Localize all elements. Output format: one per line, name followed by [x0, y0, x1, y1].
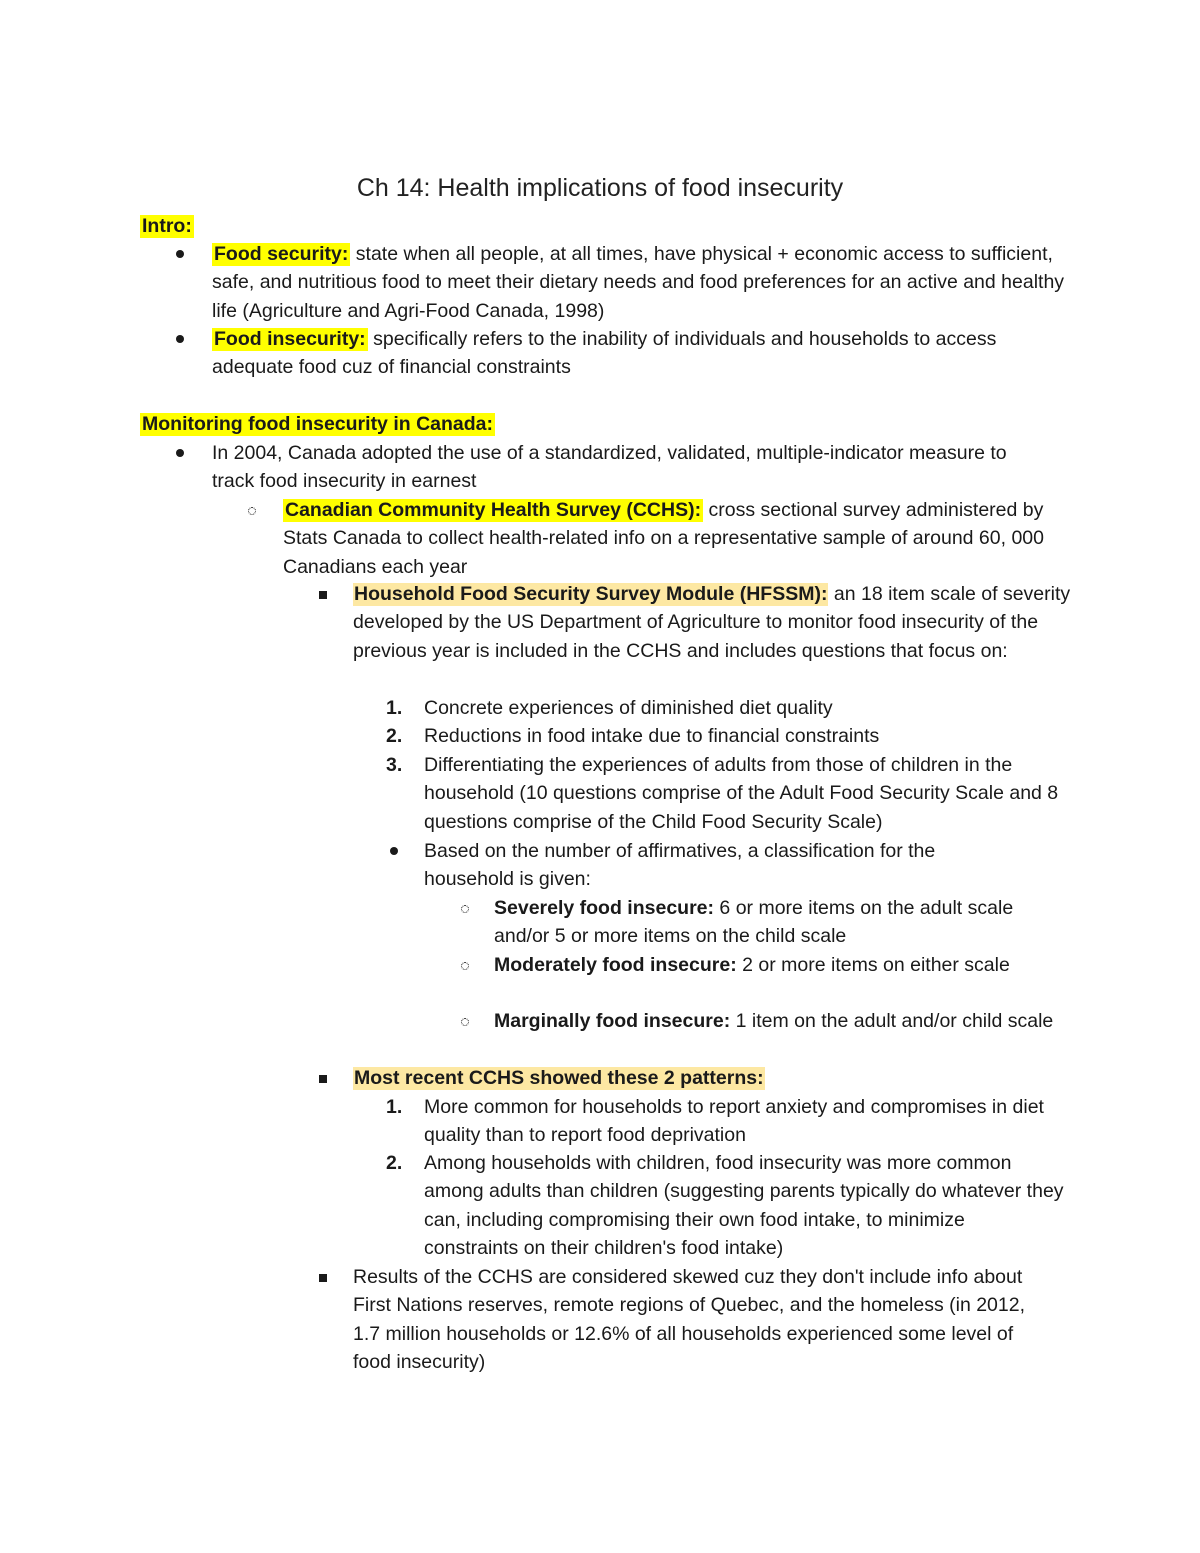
bullet-square-icon	[319, 591, 327, 599]
list-item-text: More common for households to report anxiety and compromises in diet quality than to report food deprivation	[424, 1096, 1044, 1147]
definition-text: 2 or more items on either scale	[736, 954, 1010, 976]
list-item	[424, 837, 1024, 894]
list-item	[386, 694, 1074, 722]
bullet-disc-icon	[176, 250, 184, 258]
term-food-insecurity: Food insecurity:	[214, 328, 366, 350]
heading-highlight: Intro:	[142, 215, 192, 237]
list-number: 1.	[386, 1096, 403, 1118]
list-item	[494, 894, 1064, 951]
bullet-square-icon	[319, 1274, 327, 1282]
bullet-circle-icon	[461, 962, 469, 970]
term-cchs: Canadian Community Health Survey (CCHS):	[285, 499, 702, 521]
list-item-text: Results of the CCHS are considered skewed cuz they don't include info about First Nations reserves, remote regions of Quebec, and the homeless (in 2012, 1.7 million households or 12.6% of all households experienced some level of food insecurity)	[353, 1266, 1025, 1374]
term-hfssm: Household Food Security Survey Module (HFSSM):	[354, 583, 828, 605]
list-number: 1.	[386, 697, 403, 719]
list-number: 3.	[386, 754, 403, 776]
bullet-circle-icon	[461, 1018, 469, 1026]
list-item-text: Reductions in food intake due to financial constraints	[424, 725, 880, 747]
list-item-text: Differentiating the experiences of adults from those of children in the household (10 questions comprise of the Adult Food Security Scale and 8 questions comprise of the Child Food Security Scale)	[424, 754, 1059, 833]
section-heading-monitoring	[140, 410, 495, 438]
list-item	[386, 1149, 1064, 1263]
section-heading-intro	[140, 212, 194, 240]
term-marginally-insecure: Marginally food insecure:	[494, 1010, 731, 1032]
definition-text: 6 or more items on the adult scale and/or 5 or more items on the child scale	[494, 897, 1014, 948]
list-item	[494, 1007, 1064, 1035]
list-item	[353, 1263, 1053, 1377]
term-severely-insecure: Severely food insecure:	[494, 897, 715, 919]
list-item-text: In 2004, Canada adopted the use of a standardized, validated, multiple-indicator measure to track food insecurity in earnest	[212, 442, 1007, 493]
heading-highlight: Monitoring food insecurity in Canada:	[142, 413, 493, 435]
definition-text: an 18 item scale of severity developed by the US Department of Agriculture to monitor food insecurity of the previous year is included in the CCHS and includes questions that focus on:	[353, 583, 1071, 662]
list-item	[386, 1093, 1064, 1150]
bullet-disc-icon	[176, 335, 184, 343]
list-item	[212, 325, 1072, 382]
bullet-circle-icon	[461, 905, 469, 913]
bullet-circle-icon	[248, 507, 256, 515]
list-item-text: Concrete experiences of diminished diet quality	[424, 697, 833, 719]
term-food-security: Food security:	[214, 243, 349, 265]
page-title: Ch 14: Health implications of food insecurity	[356, 174, 844, 202]
list-item-text: Based on the number of affirmatives, a classification for the household is given:	[424, 840, 936, 891]
bullet-disc-icon	[176, 449, 184, 457]
list-item	[386, 722, 1074, 750]
list-item	[353, 580, 1073, 665]
list-item	[212, 240, 1072, 325]
list-item-text: Among households with children, food insecurity was more common among adults than children (suggesting parents typically do whatever they can, including compromising their own food intake, to minimize constraints on their children's food intake)	[424, 1152, 1064, 1260]
patterns-heading: Most recent CCHS showed these 2 patterns:	[354, 1067, 764, 1089]
definition-text: 1 item on the adult and/or child scale	[730, 1010, 1054, 1032]
term-moderately-insecure: Moderately food insecure:	[494, 954, 737, 976]
definition-text: state when all people, at all times, have physical + economic access to sufficient, safe, and nutritious food to meet their dietary needs and food preferences for an active and healthy life (Agriculture and Agri-Food Canada, 1998)	[212, 243, 1065, 322]
list-item	[494, 951, 1064, 979]
list-item	[212, 439, 1032, 496]
bullet-disc-icon	[390, 847, 398, 855]
definition-text: cross sectional survey administered by Stats Canada to collect health-related info on a representative sample of around 60, 000 Canadians each year	[283, 499, 1044, 578]
list-item	[386, 751, 1064, 836]
definition-text: specifically refers to the inability of individuals and households to access adequate food cuz of financial constraints	[212, 328, 997, 379]
list-item	[353, 1064, 1073, 1092]
bullet-square-icon	[319, 1075, 327, 1083]
list-number: 2.	[386, 725, 403, 747]
list-number: 2.	[386, 1152, 403, 1174]
list-item	[283, 496, 1063, 581]
